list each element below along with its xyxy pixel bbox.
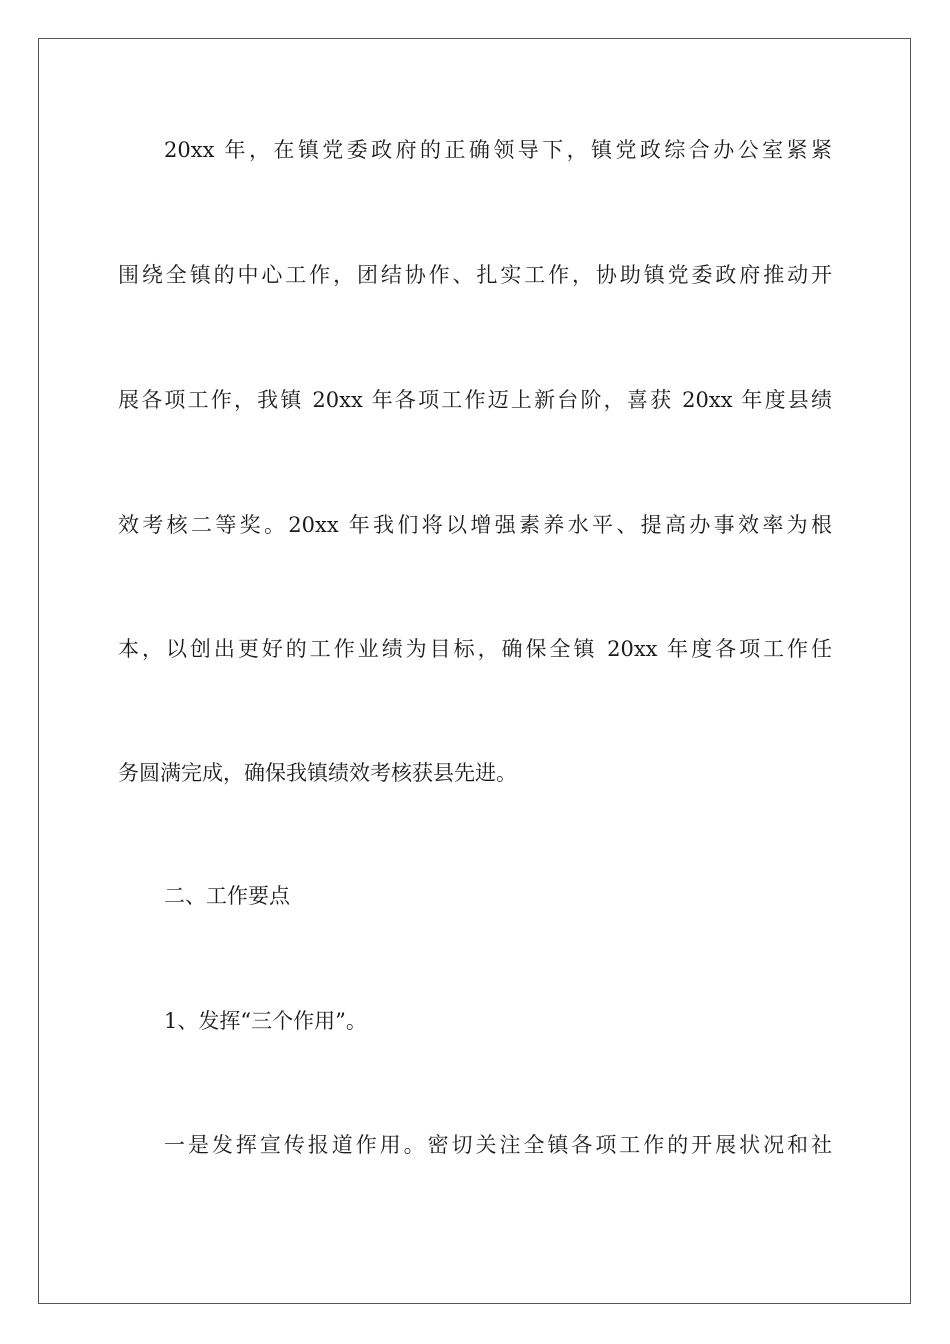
paragraph-line: 本，以创出更好的工作业绩为目标，确保全镇 20xx 年度各项工作任 (118, 637, 832, 661)
paragraph-line: 展各项工作，我镇 20xx 年各项工作迈上新台阶，喜获 20xx 年度县绩 (118, 388, 832, 412)
paragraph-line: 20xx 年，在镇党委政府的正确领导下，镇党政综合办公室紧紧 (164, 138, 832, 162)
page-border (38, 38, 911, 1304)
paragraph-line: 务圆满完成，确保我镇绩效考核获县先进。 (118, 761, 517, 785)
subsection-heading: 1、发挥“三个作用”。 (164, 1009, 367, 1033)
paragraph-line: 围绕全镇的中心工作，团结协作、扎实工作，协助镇党委政府推动开 (118, 263, 832, 287)
paragraph-line: 效考核二等奖。20xx 年我们将以增强素养水平、提高办事效率为根 (118, 513, 832, 537)
section-heading: 二、工作要点 (164, 884, 290, 908)
paragraph-line: 一是发挥宣传报道作用。密切关注全镇各项工作的开展状况和社 (164, 1133, 832, 1157)
